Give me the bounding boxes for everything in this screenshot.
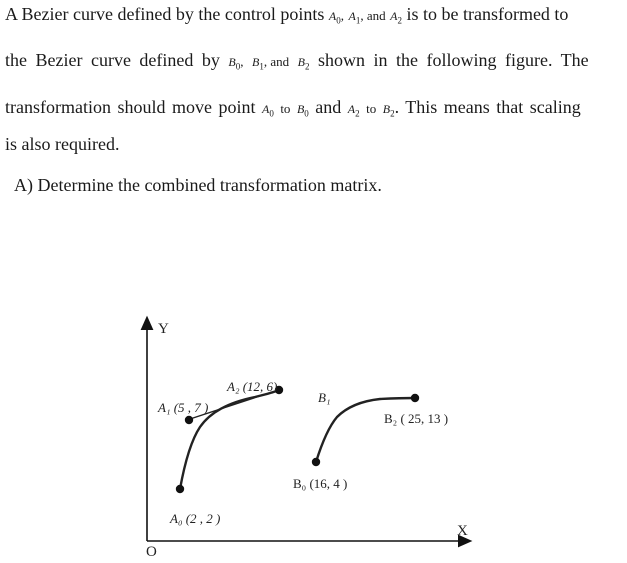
origin-label: O	[146, 544, 157, 560]
problem-line-4: is also required.	[5, 134, 120, 154]
curve-b	[316, 398, 415, 462]
text-segment: A Bezier curve defined by the control points	[5, 4, 325, 24]
text-segment: transformation should move point	[5, 97, 256, 117]
text-segment: is to be transformed to	[406, 4, 569, 24]
text-segment: shown in the following figure. The	[317, 50, 589, 70]
text-segment: the Bezier curve defined by	[5, 50, 220, 70]
label-b2: B₂ ( 25, 13 )	[384, 411, 449, 426]
point-A0: $A_0$	[328, 9, 341, 26]
point-A2: $A_2$	[390, 9, 402, 26]
point-A2: $A_2$	[347, 102, 360, 119]
y-axis-label: Y	[158, 321, 169, 337]
x-axis-label: X	[457, 523, 468, 539]
point-A1: $A_1$	[348, 9, 361, 26]
point-B1: $B_1$	[252, 55, 264, 72]
label-b1: B₁	[318, 390, 331, 405]
point-B0: $B_0$	[296, 102, 309, 119]
point-b0-dot	[312, 458, 320, 466]
text-segment: ,	[340, 8, 344, 23]
label-a0: A₀ (2 , 2 )	[170, 511, 221, 526]
text-segment: ,	[240, 54, 244, 69]
label-b0: B₀ (16, 4 )	[293, 476, 348, 491]
point-a0-dot	[176, 485, 184, 493]
text-segment: , and	[360, 8, 386, 23]
text-segment: to	[280, 101, 291, 116]
text-segment: . This means that scaling	[394, 97, 581, 117]
point-B2: $B_2$	[382, 102, 395, 119]
question-a: A) Determine the combined transformation matrix.	[14, 175, 382, 195]
point-b2-dot	[411, 394, 419, 402]
text-segment: , and	[263, 54, 290, 69]
point-A0: $A_0$	[261, 102, 274, 119]
point-a1-dot	[185, 416, 193, 424]
label-a2: A₂ (12, 6)	[227, 379, 278, 394]
text-segment: to	[366, 101, 377, 116]
point-B0: $B_0$	[228, 55, 241, 72]
point-B2: $B_2$	[297, 55, 310, 72]
label-a1: A₁ (5 , 7 )	[158, 400, 209, 415]
text-segment: and	[315, 97, 342, 117]
